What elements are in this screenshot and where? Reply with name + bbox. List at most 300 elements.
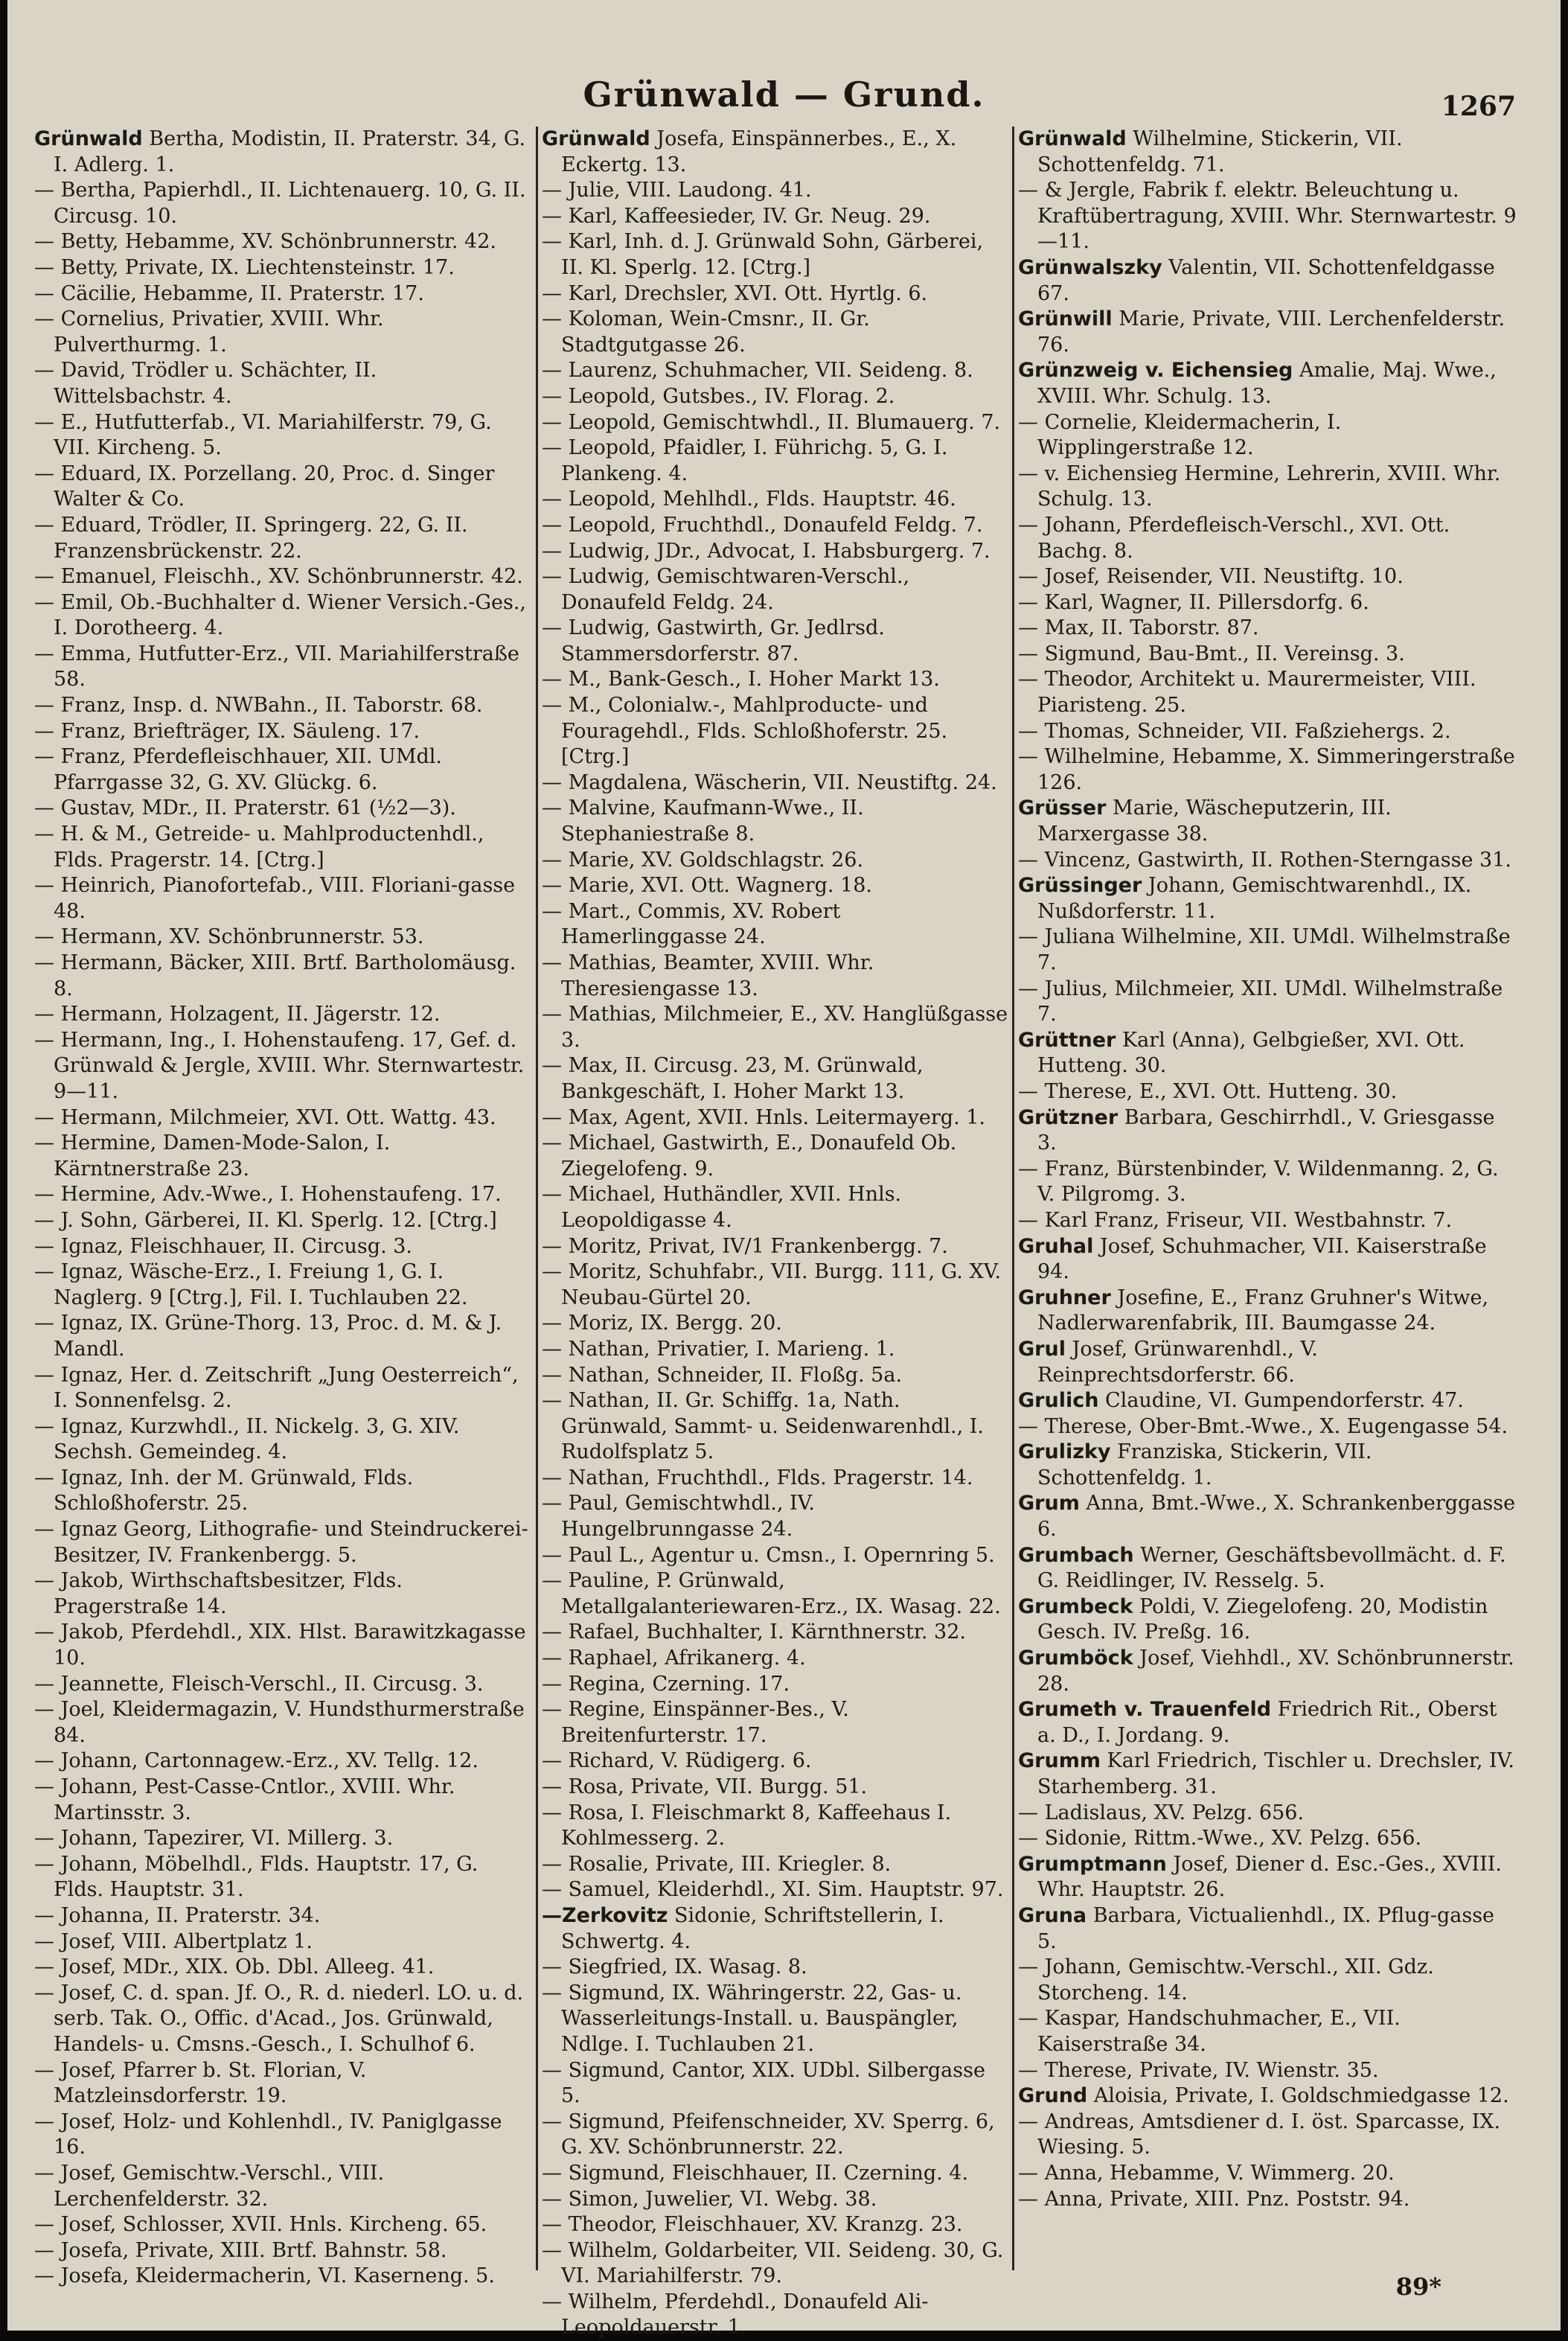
directory-entry bbox=[1018, 1748, 1517, 1800]
entry-details: — Ignaz, Wäsche-Erz., I. Freiung 1, G. I. Naglerg. 9 [Ctrg.], Fil. I. Tuchlauben 22. bbox=[34, 1260, 468, 1309]
entry-details: — Hermine, Adv.-Wwe., I. Hohenstaufeng. 17. bbox=[34, 1183, 502, 1207]
entry-surname: Grul bbox=[1018, 1337, 1066, 1361]
scan-edge-right bbox=[1561, 0, 1568, 2341]
entry-details: Franziska, Stickerin, VII. Schottenfeldg. 1. bbox=[1037, 1440, 1372, 1489]
entry-details: — Gustav, MDr., II. Praterstr. 61 (½2—3). bbox=[34, 796, 456, 820]
directory-entry bbox=[1018, 1852, 1517, 1903]
entry-details: — Karl Franz, Friseur, VII. Westbahnstr. 7. bbox=[1018, 1208, 1453, 1232]
entry-details: Amalie, Maj. Wwe., XVIII. Whr. Schulg. 13. bbox=[1037, 359, 1497, 408]
entry-details: — Max, II. Circusg. 23, M. Grünwald, Bankgeschäft, I. Hoher Markt 13. bbox=[542, 1054, 924, 1103]
directory-entry bbox=[1018, 2058, 1517, 2084]
directory-entry bbox=[34, 307, 533, 358]
directory-entry bbox=[34, 1620, 533, 1671]
entry-details: — Moriz, IX. Bergg. 20. bbox=[542, 1312, 782, 1335]
directory-entry bbox=[542, 2110, 1011, 2161]
entry-details: — Emma, Hutfutter-Erz., VII. Mariahilferstraße 58. bbox=[34, 642, 519, 692]
directory-entry bbox=[34, 2058, 533, 2110]
entry-details: — Hermann, XV. Schönbrunnerstr. 53. bbox=[34, 925, 424, 949]
entry-details: Sidonie, Schriftstellerin, I. Schwertg. 4. bbox=[561, 1903, 944, 1953]
directory-entry bbox=[34, 873, 533, 924]
entry-details: — Ludwig, Gemischtwaren-Verschl., Donaufeld Feldg. 24. bbox=[542, 565, 910, 614]
directory-entry bbox=[542, 2187, 1011, 2213]
entry-details: — Max, Agent, XVII. Hnls. Leitermayerg. 1. bbox=[542, 1105, 986, 1129]
entry-details: Josef, Schuhmacher, VII. Kaiserstraße 94. bbox=[1037, 1234, 1487, 1284]
directory-entry bbox=[1018, 873, 1517, 924]
entry-surname: Grulich bbox=[1018, 1389, 1099, 1413]
entry-details: — Therese, Private, IV. Wienstr. 35. bbox=[1018, 2058, 1379, 2082]
directory-entry bbox=[34, 1131, 533, 1182]
directory-entry bbox=[34, 358, 533, 409]
directory-entry bbox=[1018, 1286, 1517, 1337]
entry-details: — Karl, Wagner, II. Pillersdorfg. 6. bbox=[1018, 590, 1369, 614]
directory-entry bbox=[542, 1877, 1011, 1903]
directory-entry bbox=[1018, 1594, 1517, 1646]
entry-details: — Leopold, Gemischtwhdl., II. Blumauerg. 7. bbox=[542, 410, 1001, 434]
directory-entry bbox=[34, 281, 533, 307]
entry-surname: Grund bbox=[1018, 2084, 1088, 2108]
column-right bbox=[1018, 127, 1517, 2270]
directory-entry bbox=[34, 1208, 533, 1234]
entry-surname: Grünwalszky bbox=[1018, 255, 1162, 279]
entry-details: — Ignaz, Inh. der M. Grünwald, Flds. Schloßhoferstr. 25. bbox=[34, 1466, 414, 1516]
directory-entry bbox=[542, 1466, 1011, 1492]
directory-entry bbox=[1018, 410, 1517, 462]
directory-entry bbox=[34, 1414, 533, 1466]
directory-entry bbox=[542, 1234, 1011, 1260]
entry-details: — Franz, Insp. d. NWBahn., II. Taborstr. 68. bbox=[34, 694, 483, 718]
entry-details: — Michael, Gastwirth, E., Donaufeld Ob. Ziegelofeng. 9. bbox=[542, 1131, 957, 1181]
directory-entry bbox=[542, 487, 1011, 513]
entry-details: — Therese, Ober-Bmt.-Wwe., X. Eugengasse 54. bbox=[1018, 1414, 1508, 1438]
entry-details: Poldi, V. Ziegelofeng. 20, Modistin Gesch. IV. Preßg. 16. bbox=[1037, 1594, 1488, 1644]
entry-details: Josef, Viehhdl., XV. Schönbrunnerstr. 28. bbox=[1037, 1647, 1514, 1696]
entry-details: — Hermann, Ing., I. Hohenstaufeng. 17, Gef. d. Grünwald & Jergle, XVIII. Whr. Sternwartestr. 9—11. bbox=[34, 1028, 525, 1103]
directory-entry bbox=[542, 204, 1011, 230]
directory-entry bbox=[1018, 1903, 1517, 1955]
entry-details: — Magdalena, Wäscherin, VII. Neustiftg. 24. bbox=[542, 770, 997, 794]
directory-entry bbox=[542, 178, 1011, 204]
directory-entry bbox=[542, 1748, 1011, 1775]
entry-details: — Theodor, Architekt u. Maurermeister, VIII. Piaristeng. 25. bbox=[1018, 668, 1476, 718]
entry-details: — Hermine, Damen-Mode-Salon, I. Kärntnerstraße 23. bbox=[34, 1131, 391, 1181]
entry-details: — Kaspar, Handschuhmacher, E., VII. Kaiserstraße 34. bbox=[1018, 2007, 1401, 2056]
directory-entry bbox=[542, 1363, 1011, 1389]
entry-details: Aloisia, Private, I. Goldschmiedgasse 12. bbox=[1087, 2084, 1509, 2108]
column-rule bbox=[1012, 127, 1014, 2270]
directory-entry bbox=[1018, 358, 1517, 409]
entry-surname: Gruhner bbox=[1018, 1286, 1111, 1309]
directory-entry bbox=[542, 1981, 1011, 2058]
entry-details: Josefine, E., Franz Gruhner's Witwe, Nadlerwarenfabrik, III. Baumgasse 24. bbox=[1037, 1286, 1489, 1335]
entry-details: Claudine, VI. Gumpendorferstr. 47. bbox=[1098, 1389, 1464, 1413]
directory-entry bbox=[1018, 1955, 1517, 2006]
directory-page bbox=[7, 0, 1561, 2340]
directory-entry bbox=[1018, 744, 1517, 796]
directory-entry bbox=[542, 281, 1011, 307]
entry-details: — Cäcilie, Hebamme, II. Praterstr. 17. bbox=[34, 281, 424, 305]
entry-surname: Gruna bbox=[1018, 1903, 1087, 1927]
directory-entry bbox=[1018, 642, 1517, 668]
directory-entry bbox=[34, 642, 533, 693]
directory-entry bbox=[542, 1801, 1011, 1852]
entry-details: — Johann, Cartonnagew.-Erz., XV. Tellg. 12. bbox=[34, 1749, 479, 1773]
directory-entry bbox=[542, 1903, 1011, 1955]
entry-details: Johann, Gemischtwarenhdl., IX. Nußdorferstr. 11. bbox=[1037, 874, 1472, 923]
directory-entry bbox=[1018, 2187, 1517, 2213]
entry-details: — Josef, Reisender, VII. Neustiftg. 10. bbox=[1018, 565, 1404, 589]
directory-entry bbox=[34, 744, 533, 796]
entry-details: — M., Bank-Gesch., I. Hoher Markt 13. bbox=[542, 668, 940, 692]
entry-details: — Betty, Private, IX. Liechtensteinstr. 17. bbox=[34, 255, 455, 279]
directory-entry bbox=[34, 564, 533, 590]
directory-entry bbox=[542, 513, 1011, 539]
entry-details: — Cornelie, Kleidermacherin, I. Wipplingerstraße 12. bbox=[1018, 410, 1342, 460]
entry-details: — Eduard, Trödler, II. Springerg. 22, G. II. Franzensbrückenstr. 22. bbox=[34, 513, 468, 563]
entry-surname: Grumm bbox=[1018, 1749, 1101, 1773]
entry-details: — Nathan, Schneider, II. Floßg. 5a. bbox=[542, 1363, 903, 1387]
entry-details: — Moritz, Schuhfabr., VII. Burgg. 111, G. XV. Neubau-Gürtel 20. bbox=[542, 1260, 1002, 1309]
entry-details: — Theodor, Fleischhauer, XV. Kranzg. 23. bbox=[542, 2213, 963, 2237]
entry-details: — Ignaz, Fleischhauer, II. Circusg. 3. bbox=[34, 1234, 412, 1258]
directory-entry bbox=[1018, 590, 1517, 616]
entry-details: Karl Friedrich, Tischler u. Drechsler, IV. Starhemberg. 31. bbox=[1037, 1749, 1515, 1798]
entry-details: Wilhelmine, Stickerin, VII. Schottenfeldg. 71. bbox=[1037, 127, 1403, 176]
directory-entry bbox=[1018, 255, 1517, 307]
directory-entry bbox=[34, 693, 533, 719]
directory-entry bbox=[1018, 848, 1517, 874]
directory-entry bbox=[542, 848, 1011, 874]
entry-details: — Leopold, Pfaidler, I. Führichg. 5, G. I. Plankeng. 4. bbox=[542, 436, 948, 485]
entry-details: — Josefa, Private, XIII. Brtf. Bahnstr. 58. bbox=[34, 2238, 447, 2262]
directory-entry bbox=[34, 513, 533, 564]
entry-details: — Anna, Hebamme, V. Wimmerg. 20. bbox=[1018, 2161, 1395, 2185]
directory-entry bbox=[34, 1363, 533, 1414]
entry-details: — Regine, Einspänner-Bes., V. Breitenfurterstr. 17. bbox=[542, 1698, 849, 1747]
directory-entry bbox=[542, 2238, 1011, 2290]
directory-entry bbox=[542, 770, 1011, 796]
entry-details: — Josef, Pfarrer b. St. Florian, V. Matzleinsdorferstr. 19. bbox=[34, 2058, 367, 2108]
entry-details: Werner, Geschäftsbevollmächt. d. F. G. Reidlinger, IV. Resselg. 5. bbox=[1037, 1543, 1506, 1593]
entry-details: — Nathan, Privatier, I. Marieng. 1. bbox=[542, 1337, 895, 1361]
entry-surname: Grünwald bbox=[1018, 127, 1127, 150]
entry-details: — Josef, VIII. Albertplatz 1. bbox=[34, 1929, 313, 1953]
directory-entry bbox=[542, 693, 1011, 770]
directory-entry bbox=[34, 590, 533, 642]
directory-entry bbox=[542, 127, 1011, 178]
directory-entry bbox=[542, 1672, 1011, 1698]
entry-details: — Johann, Pest-Casse-Cntlor., XVIII. Whr. Martinsstr. 3. bbox=[34, 1775, 455, 1824]
directory-entry bbox=[542, 229, 1011, 281]
directory-entry bbox=[34, 1234, 533, 1260]
entry-details: — Johann, Pferdefleisch-Verschl., XVI. Ott. Bachg. 8. bbox=[1018, 513, 1450, 563]
directory-entry bbox=[542, 1182, 1011, 1233]
entry-details: — Michael, Huthändler, XVII. Hnls. Leopoldigasse 4. bbox=[542, 1183, 902, 1232]
directory-entry bbox=[1018, 178, 1517, 255]
entry-surname: Gruhal bbox=[1018, 1234, 1094, 1258]
entry-details: — Bertha, Papierhdl., II. Lichtenauerg. 10, G. II. Circusg. 10. bbox=[34, 179, 526, 228]
entry-details: — Hermann, Holzagent, II. Jägerstr. 12. bbox=[34, 1003, 441, 1026]
entry-details: — Rosa, I. Fleischmarkt 8, Kaffeehaus I. Kohlmesserg. 2. bbox=[542, 1801, 952, 1850]
directory-entry bbox=[542, 796, 1011, 847]
entry-details: — Sigmund, IX. Währingerstr. 22, Gas- u. Wasserleitungs-Install. u. Bauspängler, Ndlge. I. Tuchlauben 21. bbox=[542, 1981, 962, 2056]
directory-entry bbox=[1018, 513, 1517, 564]
entry-surname: Grumeth v. Trauenfeld bbox=[1018, 1698, 1272, 1722]
directory-entry bbox=[542, 1311, 1011, 1337]
directory-entry bbox=[1018, 307, 1517, 358]
directory-entry bbox=[1018, 1543, 1517, 1594]
entry-details: — Marie, XVI. Ott. Wagnerg. 18. bbox=[542, 874, 873, 898]
entry-details: — Josef, MDr., XIX. Ob. Dbl. Alleeg. 41. bbox=[34, 1955, 435, 1979]
directory-entry bbox=[34, 1955, 533, 1981]
directory-entry bbox=[542, 2290, 1011, 2341]
directory-entry bbox=[542, 1002, 1011, 1053]
entry-details: — Cornelius, Privatier, XVIII. Whr. Pulverthurmg. 1. bbox=[34, 307, 384, 357]
directory-entry bbox=[34, 1517, 533, 1568]
entry-details: — Josef, Schlosser, XVII. Hnls. Kircheng. 65. bbox=[34, 2213, 487, 2237]
entry-details: — Hermann, Bäcker, XIII. Brtf. Bartholomäusg. 8. bbox=[34, 951, 516, 1000]
entry-details: — Josefa, Kleidermacherin, VI. Kaserneng. 5. bbox=[34, 2264, 495, 2288]
directory-entry bbox=[542, 435, 1011, 487]
directory-entry bbox=[34, 1028, 533, 1105]
entry-surname: —Zerkovitz bbox=[542, 1903, 668, 1927]
entry-details: — Joel, Kleidermagazin, V. Hundsthurmerstraße 84. bbox=[34, 1698, 525, 1747]
entry-details: — Paul, Gemischtwhdl., IV. Hungelbrunngasse 24. bbox=[542, 1492, 816, 1542]
entry-details: — Karl, Inh. d. J. Grünwald Sohn, Gärberei, II. Kl. Sperlg. 12. [Ctrg.] bbox=[542, 230, 984, 279]
directory-entry bbox=[34, 2264, 533, 2290]
entry-details: — Vincenz, Gastwirth, II. Rothen-Sterngasse 31. bbox=[1018, 848, 1511, 872]
directory-entry bbox=[542, 1388, 1011, 1466]
directory-entry bbox=[1018, 667, 1517, 718]
directory-entry bbox=[542, 1491, 1011, 1542]
entry-details: — Sigmund, Bau-Bmt., II. Vereinsg. 3. bbox=[1018, 642, 1405, 665]
entry-details: — Johann, Tapezirer, VI. Millerg. 3. bbox=[34, 1827, 394, 1850]
directory-entry bbox=[34, 2212, 533, 2238]
entry-details: — Mathias, Beamter, XVIII. Whr. Theresiengasse 13. bbox=[542, 951, 874, 1000]
directory-entry bbox=[34, 1775, 533, 1826]
entry-surname: Grüttner bbox=[1018, 1028, 1116, 1052]
column-middle bbox=[542, 127, 1011, 2340]
entry-surname: Grumptmann bbox=[1018, 1852, 1167, 1876]
directory-entry bbox=[1018, 977, 1517, 1028]
directory-entry bbox=[542, 2058, 1011, 2110]
entry-details: — Johanna, II. Praterstr. 34. bbox=[34, 1903, 321, 1927]
entry-details: — Josef, Holz- und Kohlenhdl., IV. Paniglgasse 16. bbox=[34, 2110, 502, 2159]
entry-details: — Karl, Drechsler, XVI. Ott. Hyrtlg. 6. bbox=[542, 281, 928, 305]
directory-entry bbox=[34, 822, 533, 873]
directory-entry bbox=[34, 1568, 533, 1620]
page-number: 1267 bbox=[1441, 91, 1516, 122]
entry-details: — Juliana Wilhelmine, XII. UMdl. Wilhelmstraße 7. bbox=[1018, 925, 1511, 974]
entry-surname: Grüssinger bbox=[1018, 874, 1142, 898]
entry-details: — Marie, XV. Goldschlagstr. 26. bbox=[542, 848, 864, 872]
entry-details: — Malvine, Kaufmann-Wwe., II. Stephaniestraße 8. bbox=[542, 796, 864, 846]
directory-entry bbox=[1018, 924, 1517, 976]
entry-details: Josef, Grünwarenhdl., V. Reinprechtsdorferstr. 66. bbox=[1037, 1337, 1318, 1387]
entry-details: — Max, II. Taborstr. 87. bbox=[1018, 616, 1259, 640]
entry-details: — Leopold, Fruchthdl., Donaufeld Feldg. 7. bbox=[542, 513, 983, 537]
directory-entry bbox=[34, 255, 533, 281]
entry-surname: Grumbach bbox=[1018, 1543, 1134, 1567]
directory-entry bbox=[34, 1929, 533, 1955]
directory-entry bbox=[1018, 796, 1517, 847]
entry-surname: Grünwald bbox=[34, 127, 143, 150]
entry-details: — Rosalie, Private, III. Kriegler. 8. bbox=[542, 1852, 892, 1876]
entry-details: — Johann, Gemischtw.-Verschl., XII. Gdz. Storcheng. 14. bbox=[1018, 1955, 1434, 2005]
directory-entry bbox=[1018, 1028, 1517, 1079]
entry-details: Josef, Diener d. Esc.-Ges., XVIII. Whr. Hauptstr. 26. bbox=[1037, 1852, 1502, 1902]
entry-details: Barbara, Victualienhdl., IX. Pflug-gasse 5. bbox=[1037, 1903, 1495, 1953]
entry-details: — Ignaz, Her. d. Zeitschrift „Jung Oesterreich“, I. Sonnenfelsg. 2. bbox=[34, 1363, 519, 1413]
entry-surname: Grum bbox=[1018, 1492, 1080, 1516]
entry-surname: Grüsser bbox=[1018, 796, 1107, 820]
directory-entry bbox=[34, 924, 533, 951]
signature-mark: 89* bbox=[1395, 2273, 1441, 2301]
directory-entry bbox=[542, 667, 1011, 693]
directory-entry bbox=[542, 1053, 1011, 1105]
entry-details: — Josef, Gemischtw.-Verschl., VIII. Lerchenfelderstr. 32. bbox=[34, 2161, 385, 2211]
entry-details: Marie, Private, VIII. Lerchenfelderstr. 76. bbox=[1037, 307, 1505, 357]
directory-entry bbox=[1018, 127, 1517, 178]
directory-entry bbox=[1018, 616, 1517, 642]
directory-entry bbox=[1018, 1646, 1517, 1697]
directory-entry bbox=[542, 2212, 1011, 2238]
directory-entry bbox=[542, 2161, 1011, 2187]
directory-entry bbox=[34, 1697, 533, 1748]
directory-entry bbox=[1018, 1337, 1517, 1388]
page-title: Grünwald — Grund. bbox=[583, 74, 985, 115]
directory-entry bbox=[34, 1182, 533, 1208]
directory-entry bbox=[1018, 1440, 1517, 1491]
entry-details: — Ludwig, Gastwirth, Gr. Jedlrsd. Stammersdorferstr. 87. bbox=[542, 616, 885, 665]
directory-entry bbox=[542, 358, 1011, 384]
directory-entry bbox=[542, 1259, 1011, 1311]
entry-details: — & Jergle, Fabrik f. elektr. Beleuchtung u. Kraftübertragung, XVIII. Whr. Sternwartestr. 9—11. bbox=[1018, 179, 1517, 254]
directory-entry bbox=[542, 899, 1011, 951]
entry-details: — Pauline, P. Grünwald, Metallgalanteriewaren-Erz., IX. Wasag. 22. bbox=[542, 1569, 1001, 1618]
directory-entry bbox=[1018, 1697, 1517, 1748]
directory-entry bbox=[34, 2110, 533, 2161]
entry-details: — Rafael, Buchhalter, I. Kärnthnerstr. 32. bbox=[542, 1620, 966, 1644]
directory-entry bbox=[542, 1955, 1011, 1981]
entry-details: — Jakob, Pferdehdl., XIX. Hlst. Barawitzkagasse 10. bbox=[34, 1620, 526, 1670]
directory-entry bbox=[34, 1748, 533, 1775]
directory-entry bbox=[34, 229, 533, 255]
entry-details: — H. & M., Getreide- u. Mahlproductenhdl., Flds. Pragerstr. 14. [Ctrg.] bbox=[34, 823, 484, 872]
directory-entry bbox=[34, 1826, 533, 1852]
directory-entry bbox=[1018, 1388, 1517, 1414]
entry-details: Bertha, Modistin, II. Praterstr. 34, G. I. Adlerg. 1. bbox=[54, 127, 526, 176]
entry-details: — Josef, C. d. span. Jf. O., R. d. niederl. LO. u. d. serb. Tak. O., Offic. d'Acad., Jos. Grünwald, Handels- u. Cmsns.-Gesch., I. Schulhof 6. bbox=[34, 1981, 524, 2056]
directory-entry bbox=[1018, 1079, 1517, 1105]
entry-details: — Simon, Juwelier, VI. Webg. 38. bbox=[542, 2187, 877, 2211]
entry-details: — Johann, Möbelhdl., Flds. Hauptstr. 17, G. Flds. Hauptstr. 31. bbox=[34, 1852, 479, 1902]
entry-details: — Karl, Kaffeesieder, IV. Gr. Neug. 29. bbox=[542, 204, 931, 228]
entry-details: — Koloman, Wein-Cmsnr., II. Gr. Stadtgutgasse 26. bbox=[542, 307, 870, 357]
directory-entry bbox=[34, 1002, 533, 1028]
entry-details: — Moritz, Privat, IV/1 Frankenbergg. 7. bbox=[542, 1234, 948, 1258]
directory-entry bbox=[1018, 1826, 1517, 1852]
entry-surname: Grulizky bbox=[1018, 1440, 1111, 1464]
directory-entry bbox=[34, 1259, 533, 1311]
directory-entry bbox=[34, 2161, 533, 2212]
entry-details: — Franz, Bürstenbinder, V. Wildenmanng. 2, G. V. Pilgromg. 3. bbox=[1018, 1157, 1499, 1207]
directory-entry bbox=[1018, 2006, 1517, 2057]
entry-details: — Wilhelm, Pferdehdl., Donaufeld Ali-Leopoldauerstr. 1. bbox=[542, 2290, 929, 2340]
column-rule bbox=[536, 127, 538, 2270]
directory-entry bbox=[34, 2238, 533, 2264]
directory-entry bbox=[34, 1672, 533, 1698]
entry-details: — Regina, Czerning. 17. bbox=[542, 1672, 790, 1696]
directory-entry bbox=[542, 307, 1011, 358]
entry-surname: Grumböck bbox=[1018, 1647, 1133, 1670]
entry-details: — Nathan, II. Gr. Schiffg. 1a, Nath. Grünwald, Sammt- u. Seidenwarenhdl., I. Rudolfsplatz 5. bbox=[542, 1389, 985, 1464]
entry-surname: Grützner bbox=[1018, 1105, 1119, 1129]
entry-details: Friedrich Rit., Oberst a. D., I. Jordang. 9. bbox=[1037, 1698, 1497, 1747]
entry-details: — M., Colonialw.-, Mahlproducte- und Fouragehdl., Flds. Schloßhoferstr. 25. [Ctrg.] bbox=[542, 694, 948, 769]
directory-entry bbox=[1018, 2110, 1517, 2161]
directory-entry bbox=[1018, 2161, 1517, 2187]
directory-entry bbox=[1018, 1105, 1517, 1157]
directory-entry bbox=[34, 1311, 533, 1362]
directory-entry bbox=[34, 462, 533, 513]
entry-details: — Nathan, Fruchthdl., Flds. Pragerstr. 14. bbox=[542, 1466, 973, 1489]
directory-entry bbox=[1018, 1801, 1517, 1827]
entry-surname: Grumbeck bbox=[1018, 1594, 1133, 1618]
entry-details: — Heinrich, Pianofortefab., VIII. Floriani-gasse 48. bbox=[34, 874, 516, 923]
entry-details: — J. Sohn, Gärberei, II. Kl. Sperlg. 12. [Ctrg.] bbox=[34, 1208, 497, 1232]
entry-details: — Leopold, Mehlhdl., Flds. Hauptstr. 46. bbox=[542, 488, 956, 511]
directory-entry bbox=[34, 796, 533, 822]
directory-entry bbox=[542, 1852, 1011, 1878]
directory-entry bbox=[34, 1852, 533, 1903]
entry-details: — Jakob, Wirthschaftsbesitzer, Flds. Pragerstraße 14. bbox=[34, 1569, 403, 1618]
directory-entry bbox=[542, 410, 1011, 436]
entry-details: — E., Hutfutterfab., VI. Mariahilferstr. 79, G. VII. Kircheng. 5. bbox=[34, 410, 492, 460]
directory-entry bbox=[542, 384, 1011, 410]
entry-details: — David, Trödler u. Schächter, II. Wittelsbachstr. 4. bbox=[34, 359, 377, 408]
entry-details: — Mathias, Milchmeier, E., XV. Hanglüßgasse 3. bbox=[542, 1003, 1008, 1052]
directory-entry bbox=[542, 564, 1011, 616]
entry-details: — Wilhelm, Goldarbeiter, VII. Seideng. 30, G. VI. Mariahilferstr. 79. bbox=[542, 2238, 1004, 2288]
entry-details: — Sigmund, Fleischhauer, II. Czerning. 4. bbox=[542, 2161, 969, 2185]
directory-entry bbox=[542, 1697, 1011, 1748]
entry-details: — Franz, Briefträger, IX. Säuleng. 17. bbox=[34, 719, 420, 743]
entry-details: — Ludwig, JDr., Advocat, I. Habsburgerg. 7. bbox=[542, 539, 991, 563]
directory-entry bbox=[542, 1646, 1011, 1672]
directory-entry bbox=[34, 1105, 533, 1131]
entry-details: — Julius, Milchmeier, XII. UMdl. Wilhelmstraße 7. bbox=[1018, 977, 1503, 1026]
entry-details: — Mart., Commis, XV. Robert Hamerlinggasse 24. bbox=[542, 899, 841, 949]
directory-entry bbox=[1018, 462, 1517, 513]
directory-entry bbox=[542, 1105, 1011, 1131]
entry-details: — Raphael, Afrikanerg. 4. bbox=[542, 1647, 806, 1670]
entry-surname: Grünwill bbox=[1018, 307, 1113, 331]
directory-entry bbox=[542, 539, 1011, 565]
directory-entry bbox=[34, 719, 533, 745]
entry-details: — Eduard, IX. Porzellang. 20, Proc. d. Singer Walter & Co. bbox=[34, 462, 495, 511]
entry-surname: Grünzweig v. Eichensieg bbox=[1018, 359, 1293, 383]
directory-entry bbox=[1018, 1414, 1517, 1440]
entry-details: — Ladislaus, XV. Pelzg. 656. bbox=[1018, 1801, 1305, 1824]
entry-details: — Richard, V. Rüdigerg. 6. bbox=[542, 1749, 812, 1773]
directory-entry bbox=[34, 1903, 533, 1929]
directory-entry bbox=[542, 1337, 1011, 1363]
directory-entry bbox=[34, 178, 533, 229]
entry-details: — Rosa, Private, VII. Burgg. 51. bbox=[542, 1775, 868, 1798]
directory-entry bbox=[542, 1131, 1011, 1182]
entry-details: Josefa, Einspännerbes., E., X. Eckertg. 13. bbox=[561, 127, 957, 176]
directory-entry bbox=[1018, 1234, 1517, 1286]
